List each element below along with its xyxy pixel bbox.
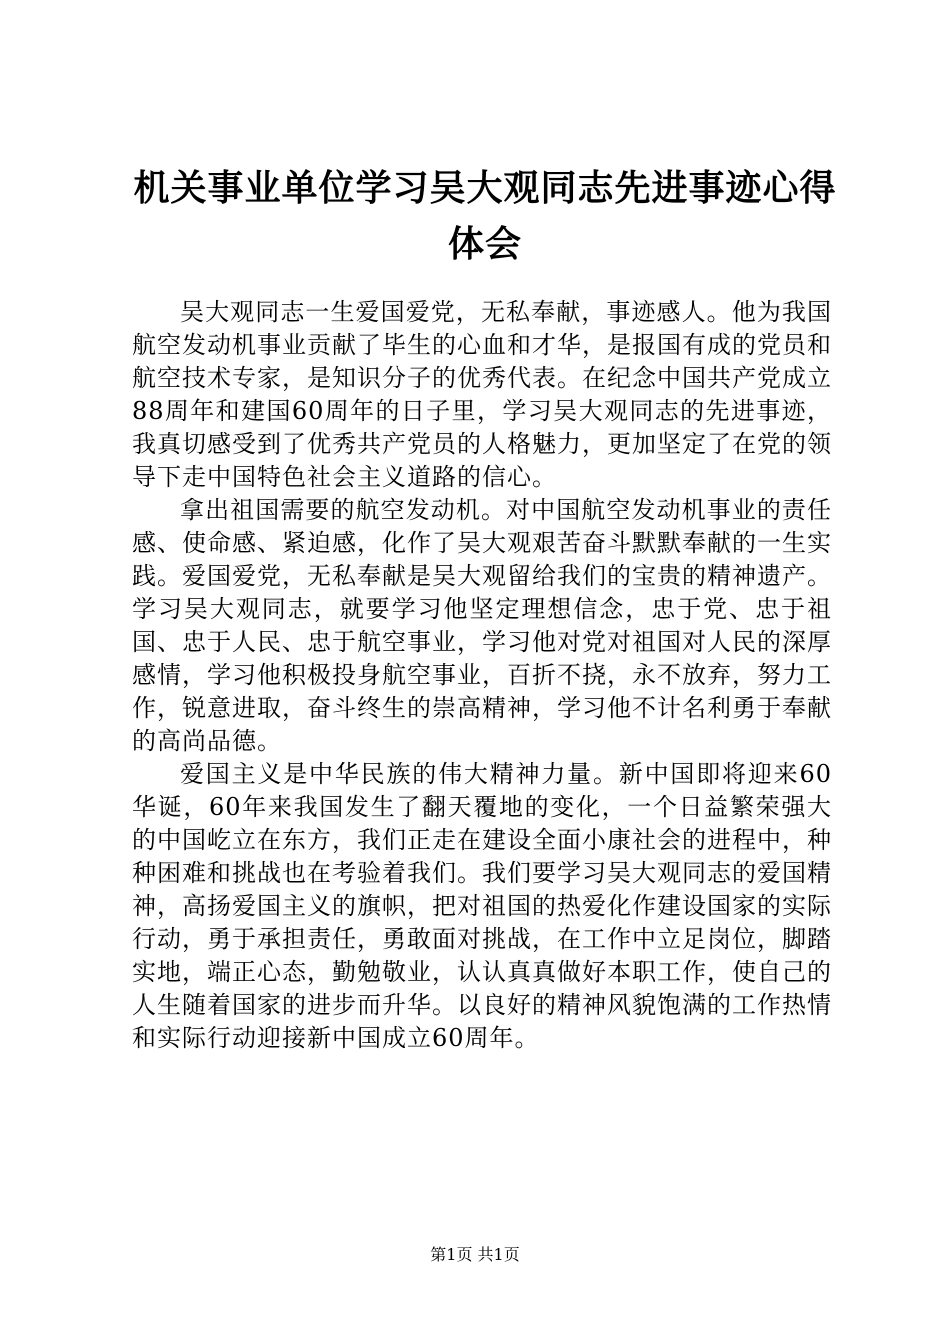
document-title: 机关事业单位学习吴大观同志先进事迹心得体会 [133,167,837,265]
paragraph: 吴大观同志一生爱国爱党，无私奉献，事迹感人。他为我国航空发动机事业贡献了毕生的心血和才华，是报国有成的党员和航空技术专家，是知识分子的优秀代表。在纪念中国共产党成立88周年和建国60周年的日子里，学习吴大观同志的先进事迹，我真切感受到了优秀共产党员的人格魅力，更加坚定了在党的领导下走中国特色社会主义道路的信心。 [132,298,832,491]
document-body [132,296,832,1055]
page-number-footer: 第1页 共1页 [430,1245,520,1264]
paragraph: 爱国主义是中华民族的伟大精神力量。新中国即将迎来60华诞，60年来我国发生了翻天覆地的变化，一个日益繁荣强大的中国屹立在东方，我们正走在建设全面小康社会的进程中，种种困难和挑战也在考验着我们。我们要学习吴大观同志的爱国精神，高扬爱国主义的旗帜，把对祖国的热爱化作建设国家的实际行动，勇于承担责任，勇敢面对挑战，在工作中立足岗位，脚踏实地，端正心态，勤勉敬业，认认真真做好本职工作，使自己的人生随着国家的进步而升华。以良好的精神风貌饱满的工作热情和实际行动迎接新中国成立60周年。 [132,760,832,1052]
paragraph: 拿出祖国需要的航空发动机。对中国航空发动机事业的责任感、使命感、紧迫感，化作了吴大观艰苦奋斗默默奉献的一生实践。爱国爱党，无私奉献是吴大观留给我们的宝贵的精神遗产。学习吴大观同志，就要学习他坚定理想信念，忠于党、忠于祖国、忠于人民、忠于航空事业，学习他对党对祖国对人民的深厚感情，学习他积极投身航空事业，百折不挠，永不放弃，努力工作，锐意进取，奋斗终生的崇高精神，学习他不计名利勇于奉献的高尚品德。 [132,496,832,755]
